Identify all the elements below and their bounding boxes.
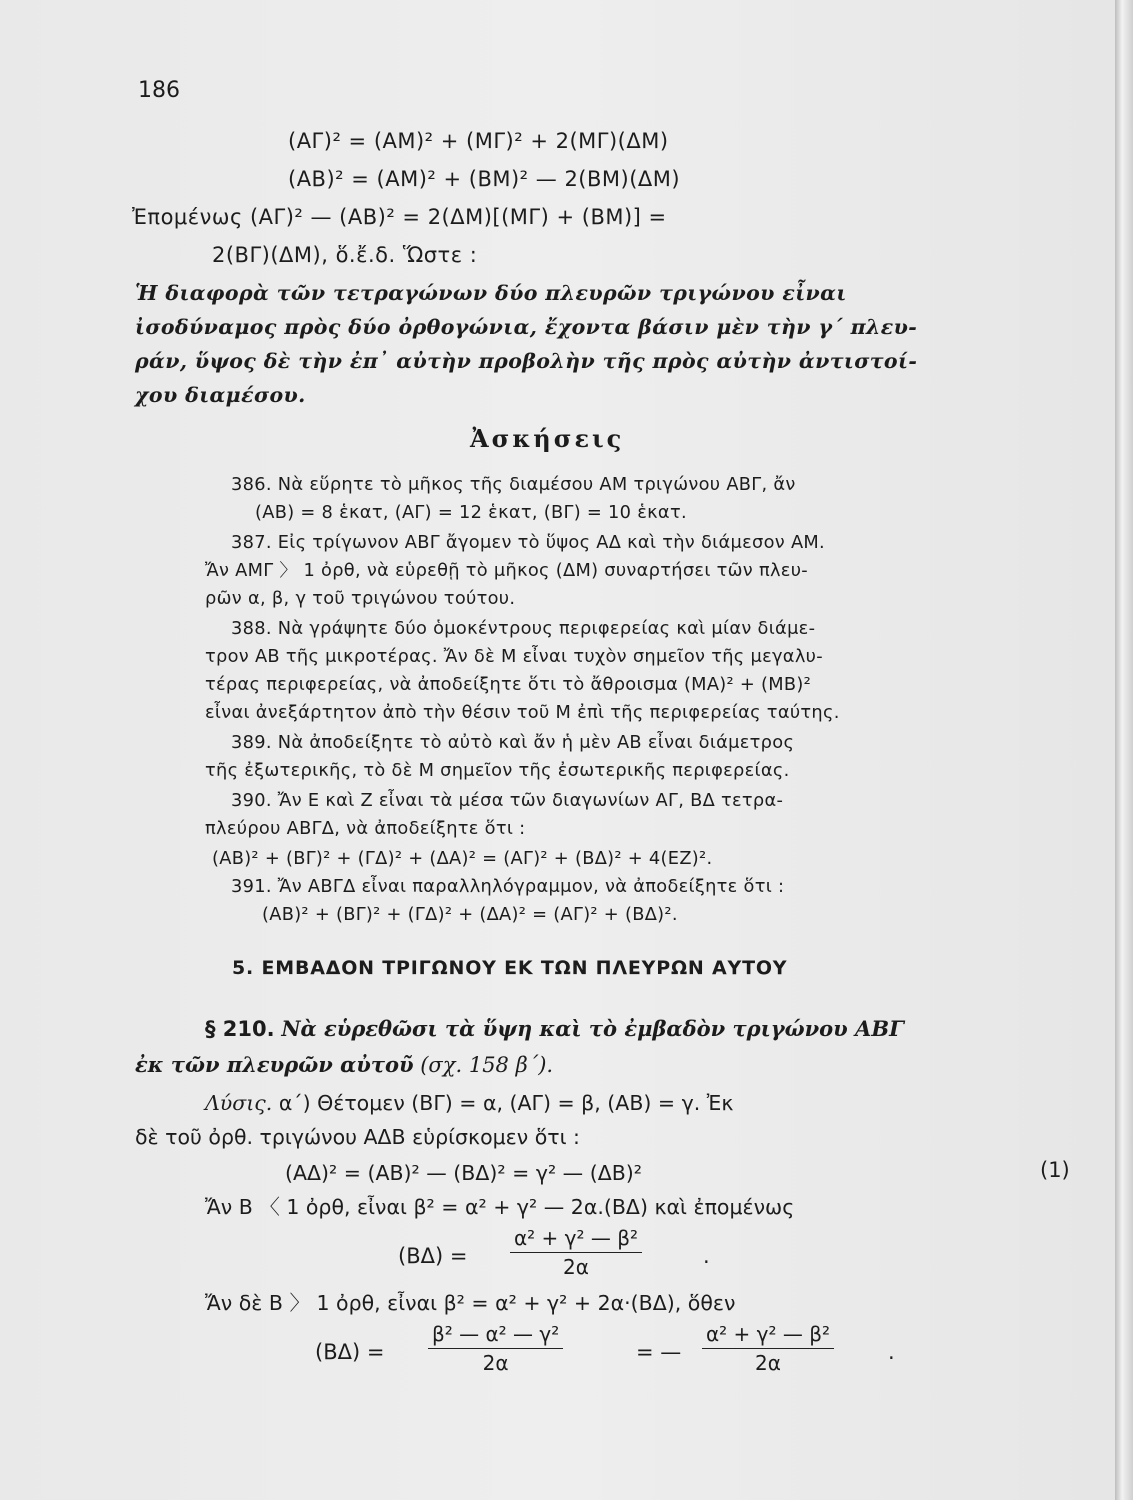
fraction-end: . xyxy=(888,1340,895,1364)
exercise-line: (ΑΒ)² + (ΒΓ)² + (ΓΔ)² + (ΔΑ)² = (ΑΓ)² + (ΒΔ)². xyxy=(262,904,678,925)
fraction xyxy=(510,1226,642,1279)
fraction-denominator: 2α xyxy=(563,1255,589,1279)
figure-reference: (σχ. 158 β΄). xyxy=(420,1053,554,1077)
solution-label: Λύσις. xyxy=(205,1091,273,1115)
fraction xyxy=(428,1322,563,1375)
exercise-line: τέρας περιφερείας, νὰ ἀποδείξητε ὅτι τὸ ἄθροισμα (ΜΑ)² + (ΜΒ)² xyxy=(205,674,812,695)
equation-line: Ἐπομένως (ΑΓ)² — (ΑΒ)² = 2(ΔΜ)[(ΜΓ) + (ΒΜ)] = xyxy=(132,205,667,229)
section-title-line xyxy=(135,1052,553,1078)
fraction-denominator: 2α xyxy=(755,1351,781,1375)
solution-line xyxy=(205,1090,733,1116)
exercise-line: τῆς ἐξωτερικῆς, τὸ δὲ Μ σημεῖον τῆς ἐσωτερικῆς περιφερείας. xyxy=(205,760,790,781)
solution-equation: (ΑΔ)² = (ΑΒ)² — (ΒΔ)² = γ² — (ΔΒ)² xyxy=(285,1161,642,1185)
fraction-lhs: (ΒΔ) = xyxy=(398,1244,468,1268)
solution-text: α΄) Θέτομεν (ΒΓ) = α, (ΑΓ) = β, (ΑΒ) = γ. Ἐκ xyxy=(278,1091,734,1115)
section-number: § 210. xyxy=(205,1017,275,1041)
exercise-line: 390. Ἄν Ε καὶ Ζ εἶναι τὰ μέσα τῶν διαγωνίων ΑΓ, ΒΔ τετρα- xyxy=(231,790,784,811)
solution-line: Ἄν δὲ Β 〉 1 ὀρθ, εἶναι β² = α² + γ² + 2α·(ΒΔ), ὅθεν xyxy=(205,1291,736,1315)
exercise-line: τρον ΑΒ τῆς μικροτέρας. Ἄν δὲ Μ εἶναι τυχὸν σημεῖον τῆς μεγαλυ- xyxy=(205,646,823,667)
exercise-line: (ΑΒ) = 8 ἑκατ, (ΑΓ) = 12 ἑκατ, (ΒΓ) = 10 ἑκατ. xyxy=(255,502,687,523)
equation-line: (ΑΓ)² = (ΑΜ)² + (ΜΓ)² + 2(ΜΓ)(ΔΜ) xyxy=(288,129,669,153)
exercise-line: (ΑΒ)² + (ΒΓ)² + (ΓΔ)² + (ΔΑ)² = (ΑΓ)² + (ΒΔ)² + 4(ΕΖ)². xyxy=(212,848,713,869)
section-title: Νὰ εὑρεθῶσι τὰ ὕψη καὶ τὸ ἐμβαδὸν τριγώνου ΑΒΓ xyxy=(281,1016,905,1041)
exercise-line: 387. Εἰς τρίγωνον ΑΒΓ ἄγομεν τὸ ὕψος ΑΔ καὶ τὴν διάμεσον ΑΜ. xyxy=(231,532,826,553)
theorem-line: ἰσοδύναμος πρὸς δύο ὀρθογώνια, ἔχοντα βάσιν μὲν τὴν γ΄ πλευ- xyxy=(135,315,918,339)
exercise-line: 389. Νὰ ἀποδείξητε τὸ αὐτὸ καὶ ἄν ἡ μὲν ΑΒ εἶναι διάμετρος xyxy=(231,732,795,753)
equation-line: 2(ΒΓ)(ΔΜ), ὅ.ἔ.δ. Ὥστε : xyxy=(212,243,478,267)
fraction-numerator: β² — α² — γ² xyxy=(428,1322,563,1349)
solution-line: Ἄν Β 〈 1 ὀρθ, εἶναι β² = α² + γ² — 2α.(ΒΔ) καὶ ἐπομένως xyxy=(205,1195,795,1219)
solution-line: δὲ τοῦ ὀρθ. τριγώνου ΑΔΒ εὑρίσκομεν ὅτι : xyxy=(135,1125,580,1149)
fraction-denominator: 2α xyxy=(482,1351,509,1375)
exercise-line: εἶναι ἀνεξάρτητον ἀπὸ τὴν θέσιν τοῦ Μ ἐπὶ τῆς περιφερείας ταύτης. xyxy=(205,702,840,723)
fraction-lhs: (ΒΔ) = xyxy=(315,1340,385,1364)
exercise-line: 386. Νὰ εὕρητε τὸ μῆκος τῆς διαμέσου ΑΜ τριγώνου ΑΒΓ, ἄν xyxy=(231,474,796,495)
fraction-operator: = — xyxy=(636,1340,682,1364)
fraction-numerator: α² + γ² — β² xyxy=(510,1226,642,1253)
section-title-cont: ἐκ τῶν πλευρῶν αὐτοῦ xyxy=(135,1052,414,1077)
exercise-line: 388. Νὰ γράψητε δύο ὁμοκέντρους περιφερείας καὶ μίαν διάμε- xyxy=(231,618,816,639)
equation-label: (1) xyxy=(1040,1158,1070,1182)
section-heading: 5. ΕΜΒΑΔΟΝ ΤΡΙΓΩΝΟΥ ΕΚ ΤΩΝ ΠΛΕΥΡΩΝ ΑΥΤΟΥ xyxy=(232,957,788,979)
exercise-line: ρῶν α, β, γ τοῦ τριγώνου τούτου. xyxy=(205,588,516,609)
page-number: 186 xyxy=(138,78,180,103)
equation-line: (ΑΒ)² = (ΑΜ)² + (ΒΜ)² — 2(ΒΜ)(ΔΜ) xyxy=(288,167,681,191)
fraction-numerator: α² + γ² — β² xyxy=(702,1322,834,1349)
fraction-end: . xyxy=(703,1244,710,1268)
fraction xyxy=(702,1322,834,1375)
theorem-line: χου διαμέσου. xyxy=(135,383,306,407)
exercises-heading: Ἀσκήσεις xyxy=(470,424,625,453)
page-binding-edge xyxy=(1115,0,1133,1500)
exercise-line: 391. Ἄν ΑΒΓΔ εἶναι παραλληλόγραμμον, νὰ ἀποδείξητε ὅτι : xyxy=(231,876,785,897)
section-title-line xyxy=(205,1016,904,1042)
exercise-line: Ἄν ΑΜΓ 〉 1 ὀρθ, νὰ εὑρεθῇ τὸ μῆκος (ΔΜ) συναρτήσει τῶν πλευ- xyxy=(205,560,809,581)
exercise-line: πλεύρου ΑΒΓΔ, νὰ ἀποδείξητε ὅτι : xyxy=(205,818,526,839)
theorem-line: ράν, ὕψος δὲ τὴν ἐπ᾽ αὐτὴν προβολὴν τῆς πρὸς αὐτὴν ἀντιστοί- xyxy=(135,349,918,373)
theorem-line: Ἡ διαφορὰ τῶν τετραγώνων δύο πλευρῶν τριγώνου εἶναι xyxy=(135,281,847,305)
